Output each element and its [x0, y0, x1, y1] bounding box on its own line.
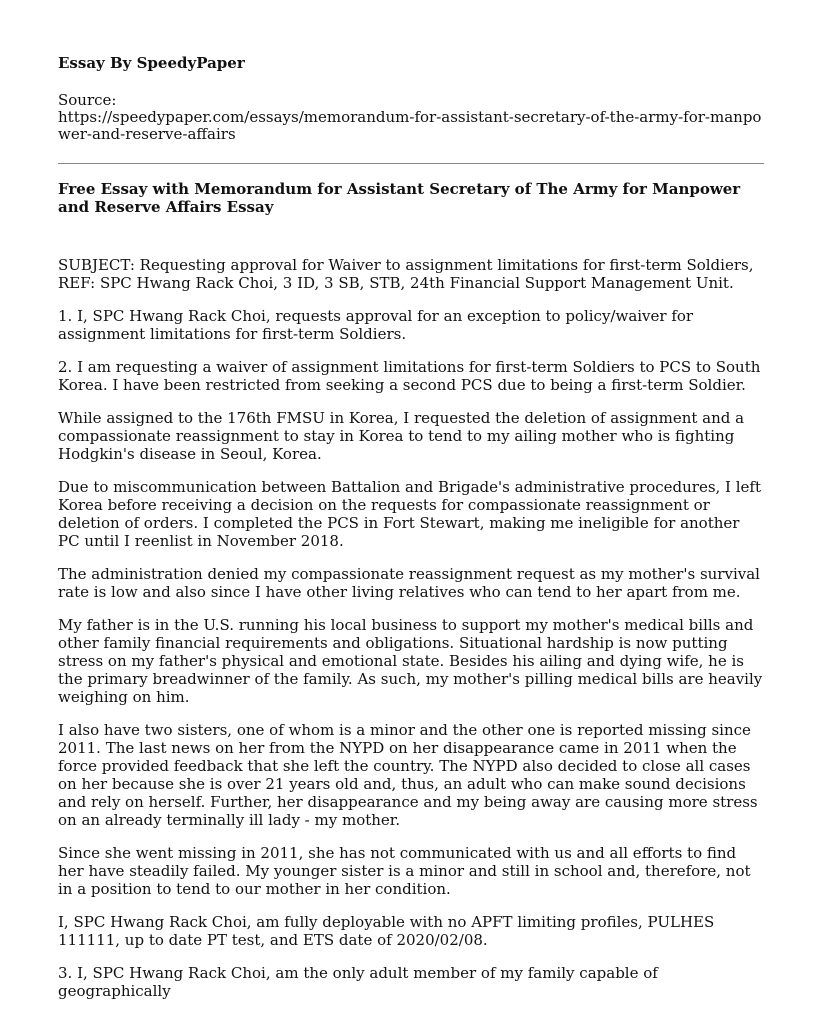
paragraph: Since she went missing in 2011, she has not communicated with us and all efforts to find her have steadily failed. My younger sister is a minor and still in school and, therefore, not in a position to tend to our mother in her condition. [58, 844, 751, 898]
paragraph: 2. I am requesting a waiver of assignment limitations for first-term Soldiers to PCS to South Korea. I have been restricted from seeking a second PCS due to being a first-term Soldier. [58, 358, 761, 394]
paragraph: I, SPC Hwang Rack Choi, am fully deployable with no APFT limiting profiles, PULHES 111111, up to date PT test, and ETS date of 2020/02/08. [58, 913, 715, 949]
paragraph: I also have two sisters, one of whom is a minor and the other one is reported missing since 2011. The last news on her from the NYPD on her disappearance came in 2011 when the force provided feedback that she left the country. The NYPD also decided to close all cases on her because she is over 21 years old and, thus, an adult who can make sound decisions and rely on herself. Further, her disappearance and my being away are causing more stress on an already terminally ill lady - my mother. [58, 721, 758, 829]
paragraph: 1. I, SPC Hwang Rack Choi, requests approval for an exception to policy/waiver for assignment limitations for first-term Soldiers. [58, 307, 694, 343]
paragraph: The administration denied my compassionate reassignment request as my mother's survival rate is low and also since I have other living relatives who can tend to her apart from me. [58, 565, 760, 601]
essay-title: Free Essay with Memorandum for Assistant Secretary of The Army for Manpower and Reserve Affairs Essay [58, 180, 741, 216]
paragraph: Due to miscommunication between Battalion and Brigade's administrative procedures, I left Korea before receiving a decision on the requests for compassionate reassignment or deletion of orders. I completed the PCS in Fort Stewart, making me ineligible for another PC until I reenlist in November 2018. [58, 478, 762, 550]
divider [58, 163, 764, 164]
source-label: Source: [58, 91, 117, 109]
source-block [58, 92, 764, 143]
essay-body [58, 256, 764, 1015]
paragraph: My father is in the U.S. running his local business to support my mother's medical bills and other family financial requirements and obligations. Situational hardship is now putting stress on my father's physical and emotional state. Besides his ailing and dying wife, he is the primary breadwinner of the family. As such, my mother's pilling medical bills are heavily weighing on him. [58, 616, 763, 706]
essay-by-heading: Essay By SpeedyPaper [58, 54, 245, 72]
paragraph: SUBJECT: Requesting approval for Waiver to assignment limitations for first-term Soldiers, REF: SPC Hwang Rack Choi, 3 ID, 3 SB, STB, 24th Financial Support Management Unit. [58, 256, 754, 292]
paragraph: 3. I, SPC Hwang Rack Choi, am the only adult member of my family capable of geographically [58, 964, 658, 1000]
paragraph: While assigned to the 176th FMSU in Korea, I requested the deletion of assignment and a compassionate reassignment to stay in Korea to tend to my ailing mother who is fighting Hodgkin's disease in Seoul, Korea. [58, 409, 745, 463]
source-url: https://speedypaper.com/essays/memorandum-for-assistant-secretary-of-the-army-for-manpower-and-reserve-affairs [58, 108, 762, 143]
